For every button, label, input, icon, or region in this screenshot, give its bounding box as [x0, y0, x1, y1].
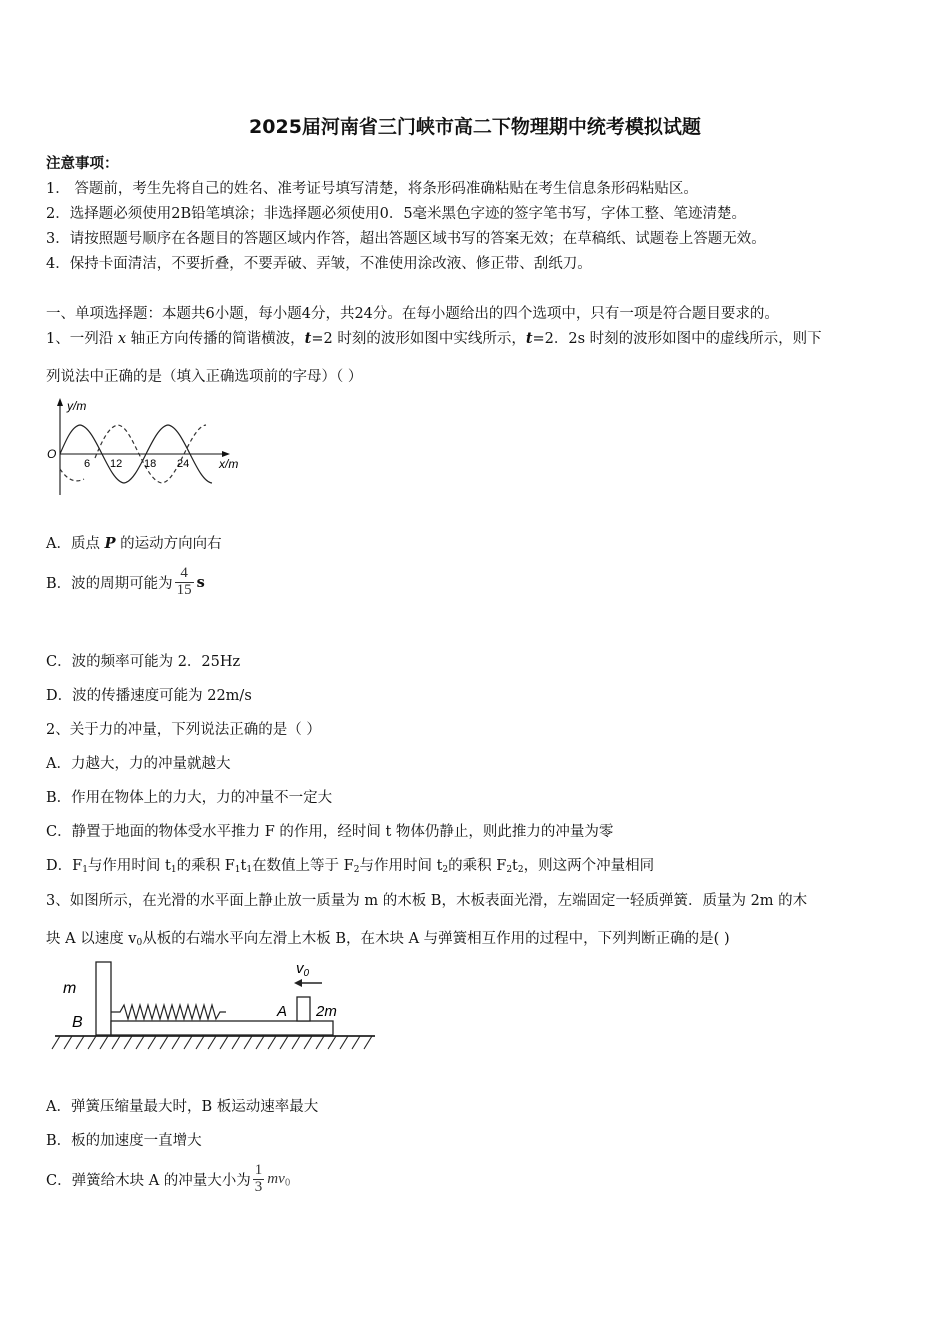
label-2m: 2m	[316, 1003, 337, 1020]
spring-block-figure	[50, 955, 380, 1055]
q2-option-b: B．作用在物体上的力大，力的冲量不一定大	[46, 790, 333, 806]
fraction: $\frac{1}{3}$	[254, 1162, 263, 1195]
tick-label: 24	[177, 458, 190, 470]
label-A: A	[277, 1003, 288, 1020]
tick-label: 18	[144, 458, 157, 470]
block-a	[297, 997, 310, 1021]
q2-option-a: A．力越大，力的冲量就越大	[46, 756, 231, 772]
label-B: B	[72, 1014, 83, 1031]
question-3-stem-line1: 3、如图所示，在光滑的水平面上静止放一质量为 m 的木板 B，木板表面光滑，左端固定一轻质弹簧．质量为 2m 的木	[46, 893, 808, 909]
notice-item: 3．请按照题号顺序在各题目的答题区域内作答，超出答题区域书写的答案无效；在草稿纸、试题卷上答题无效。	[46, 231, 766, 247]
y-axis-label: y/m	[67, 399, 87, 413]
label-v0: $v_0$	[296, 960, 310, 979]
q2-option-d: D．$F_1$与作用时间 $t_1$的乘积 $F_1t_1$在数值上等于 $F_2$与作用时间 $t_2$的乘积 $F_2t_2$，则这两个冲量相同	[46, 858, 655, 875]
notice-heading: 注意事项：	[46, 155, 119, 172]
q2-option-c: C．静置于地面的物体受水平推力 F 的作用，经时间 t 物体仍静止，则此推力的冲量为零	[46, 824, 614, 840]
q1-option-d: D．波的传播速度可能为 22m/s	[46, 688, 252, 704]
question-1-stem-line1: 1、一列沿 x 轴正方向传播的简谐横波，t=2 时刻的波形如图中实线所示，t=2．2s 时刻的波形如图中的虚线所示，则下	[46, 330, 822, 347]
q3-option-a: A．弹簧压缩量最大时，B 板运动速率最大	[46, 1099, 319, 1115]
origin-label: O	[47, 447, 57, 461]
label-m: m	[63, 980, 77, 997]
q1-option-c: C．波的频率可能为 2．25Hz	[46, 654, 241, 670]
notice-item: 2．选择题必须使用2B铅笔填涂；非选择题必须使用0．5毫米黑色字迹的签字笔书写，字体工整、笔迹清楚。	[46, 206, 747, 222]
q3-option-c: C．弹簧给木块 A 的冲量大小为 $\frac{1}{3}$ $mv_0$	[46, 1162, 291, 1195]
tick-label: 6	[84, 458, 91, 470]
question-2-stem: 2、关于力的冲量，下列说法正确的是（ ）	[46, 722, 321, 738]
q3-option-b: B．板的加速度一直增大	[46, 1133, 202, 1149]
spring	[111, 1005, 226, 1019]
board-b-wall	[96, 962, 111, 1035]
notice-item: 1． 答题前，考生先将自己的姓名、准考证号填写清楚，将条形码准确粘贴在考生信息条形码粘贴区。	[46, 181, 698, 197]
velocity-arrow-icon	[294, 979, 302, 987]
wave-graph	[40, 395, 250, 500]
page-title: 2025届河南省三门峡市高二下物理期中统考模拟试题	[249, 116, 701, 138]
q1-option-a: A．质点 P 的运动方向向右	[46, 535, 222, 552]
notice-item: 4．保持卡面清洁，不要折叠，不要弄破、弄皱，不准使用涂改液、修正带、刮纸刀。	[46, 256, 592, 272]
board-b	[111, 1021, 333, 1035]
question-3-stem-line2: 块 A 以速度 $v_0$从板的右端水平向左滑上木板 B，在木块 A 与弹簧相互作用的过程中，下列判断正确的是( )	[46, 931, 730, 948]
question-1-stem-line2: 列说法中正确的是（填入正确选项前的字母）（ ）	[46, 369, 363, 385]
section-heading: 一、单项选择题：本题共6小题，每小题4分，共24分。在每小题给出的四个选项中，只有一项是符合题目要求的。	[46, 306, 779, 322]
fraction: $\frac{4}{15}$	[176, 565, 192, 598]
x-axis-label: x/m	[219, 457, 239, 471]
ground-hatch	[52, 1036, 372, 1049]
tick-label: 12	[110, 458, 123, 470]
q1-option-b: B．波的周期可能为 $\frac{4}{15}$ s	[46, 565, 205, 598]
y-axis-arrow-icon	[57, 398, 63, 406]
